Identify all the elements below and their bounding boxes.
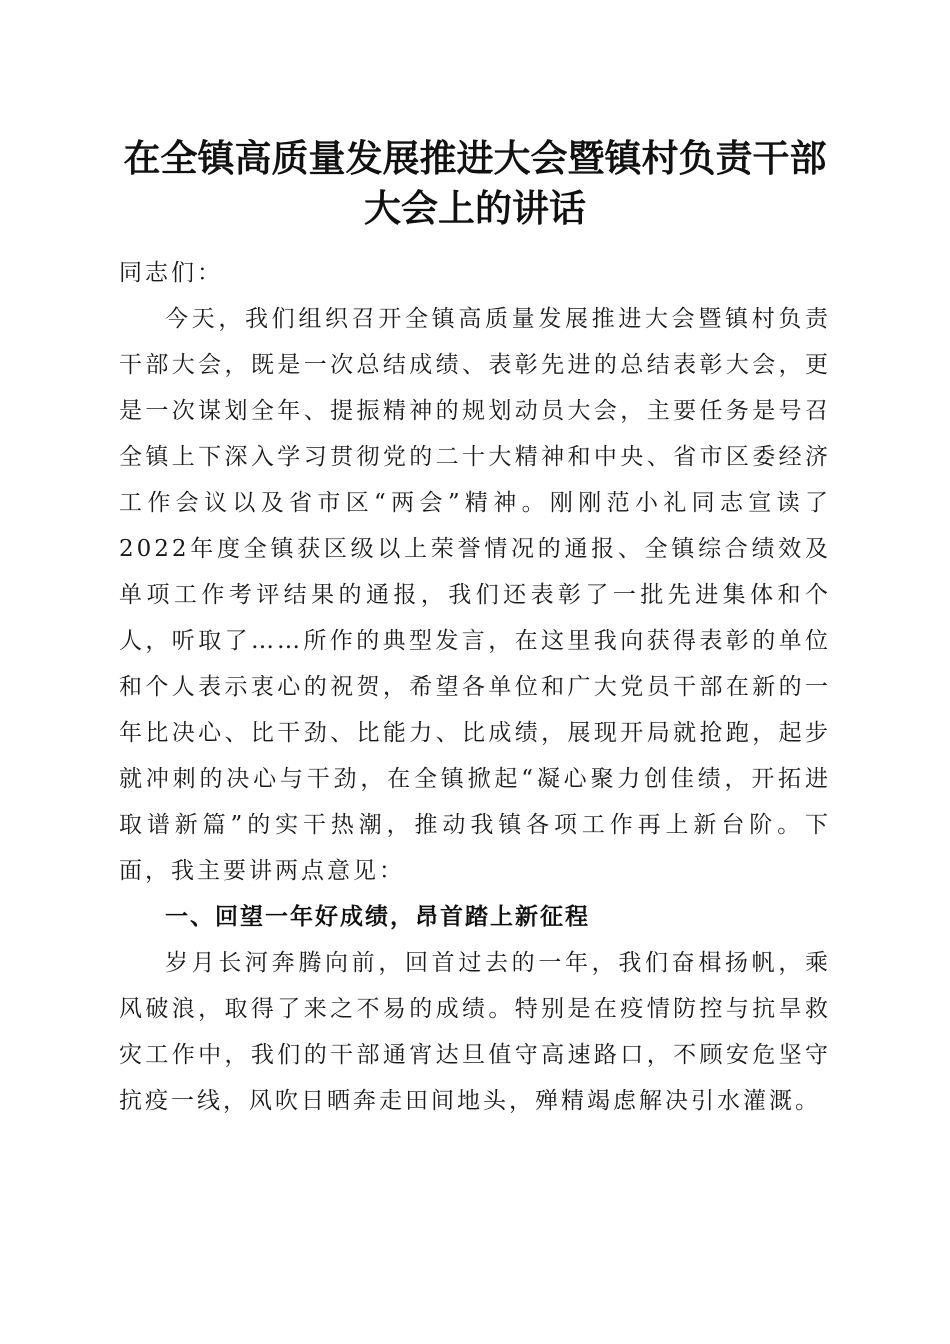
paragraph-intro: 今天，我们组织召开全镇高质量发展推进大会暨镇村负责干部大会，既是一次总结成绩、表彰先进的总结表彰大会，更是一次谋划全年、提振精神的规划动员大会，主要任务是号召全镇上下深入学习贯彻党的二十大精神和中央、省市区委经济工作会议以及省市区“两会”精神。刚刚范小礼同志宣读了2022年度全镇获区级以上荣誉情况的通报、全镇综合绩效及单项工作考评结果的通报，我们还表彰了一批先进集体和个人，听取了……所作的典型发言，在这里我向获得表彰的单位和个人表示衷心的祝贺，希望各单位和广大党员干部在新的一年比决心、比干劲、比能力、比成绩，展现开局就抢跑，起步就冲刺的决心与干劲，在全镇掀起“凝心聚力创佳绩，开拓进取谱新篇”的实干热潮，推动我镇各项工作再上新台阶。下面，我主要讲两点意见： — [119, 306, 831, 884]
salutation: 同志们： — [119, 260, 223, 286]
section-heading-1: 一、回望一年好成绩，昂首踏上新征程 — [165, 904, 590, 930]
document-title: 在全镇高质量发展推进大会暨镇村负责干部大会上的讲话 — [123, 136, 827, 230]
paragraph-review: 岁月长河奔腾向前，回首过去的一年，我们奋楫扬帆，乘风破浪，取得了来之不易的成绩。特别是在疫情防控与抗旱救灾工作中，我们的干部通宵达旦值守高速路口，不顾安危坚守抗疫一线，风吹日晒奔走田间地头，殚精竭虑解决引水灌溉。 — [119, 950, 831, 1114]
document-body — [119, 250, 831, 1124]
